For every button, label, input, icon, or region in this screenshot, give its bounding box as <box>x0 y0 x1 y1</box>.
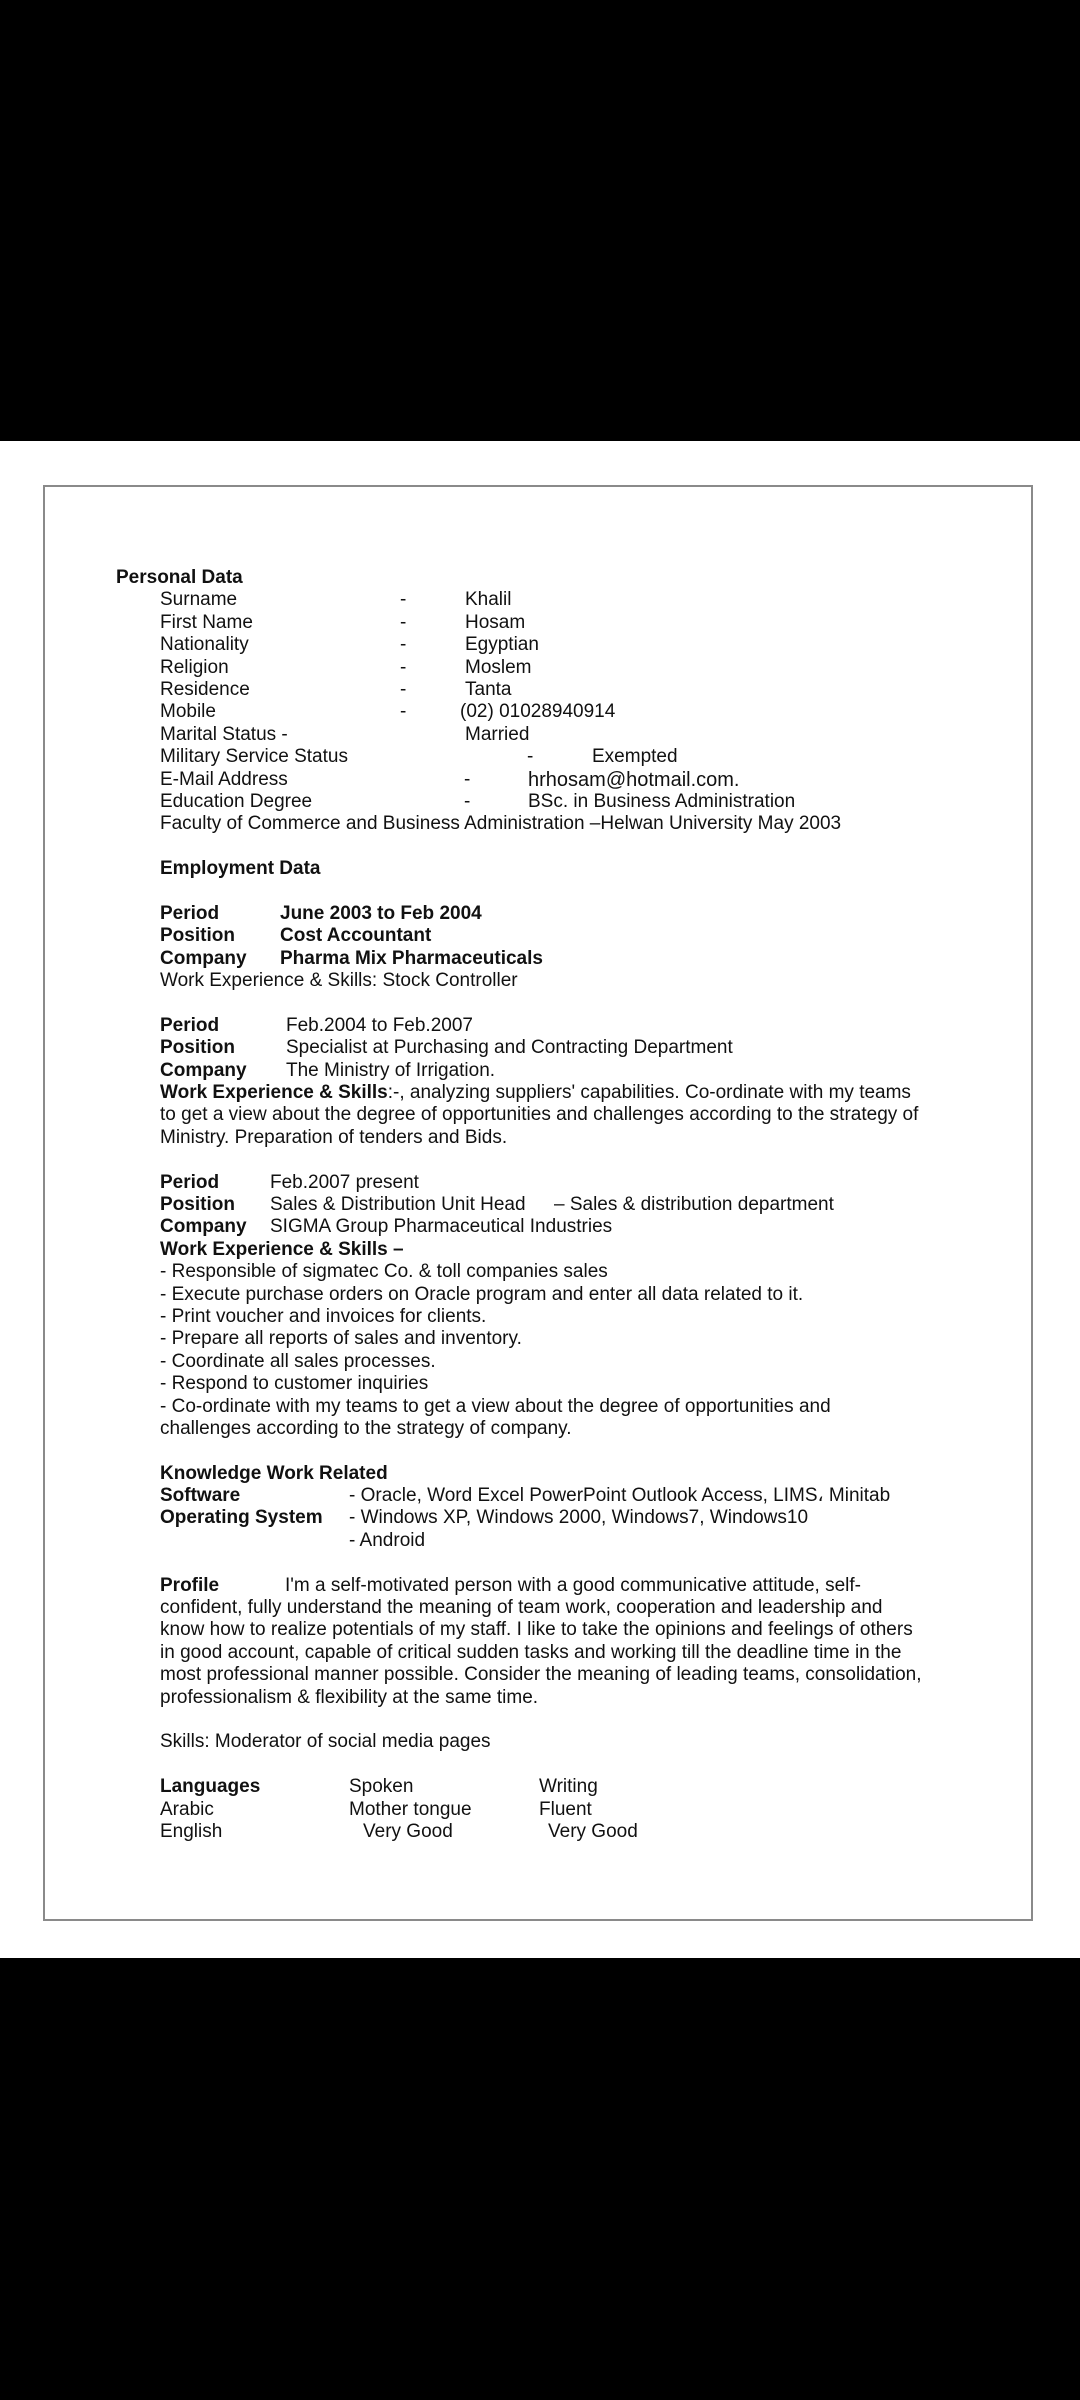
faculty-text: Faculty of Commerce and Business Administration –Helwan University May 2003 <box>160 813 842 835</box>
row-label: First Name <box>160 611 253 633</box>
skills-line-text: Skills: Moderator of social media pages <box>160 1731 491 1753</box>
military-row <box>116 746 956 768</box>
position-label: Position <box>160 925 235 947</box>
personal-row <box>116 724 956 746</box>
spoken-level: Mother tongue <box>349 1798 472 1820</box>
os-row <box>116 1507 956 1529</box>
education-row <box>116 791 956 813</box>
job2-skills-paragraph <box>116 1082 930 1149</box>
row-sep: - <box>400 589 407 611</box>
position-label: Position <box>160 1193 235 1215</box>
company-label: Company <box>160 1059 247 1081</box>
spoken-header: Spoken <box>349 1776 414 1798</box>
skills-text: :-, analyzing suppliers' capabilities. Co-ordinate with my teams to get a view about the degree of opportunities and challenges according to the strategy of Ministry. Preparation of tenders and Bids. <box>160 1081 919 1148</box>
row-label: Residence <box>160 678 250 700</box>
skills-label: Work Experience & Skills – <box>160 1238 404 1260</box>
list-item <box>116 1261 956 1283</box>
row-sep: - <box>464 790 471 812</box>
row-label: Surname <box>160 589 238 611</box>
job1-position-row <box>116 925 956 947</box>
position-value: Specialist at Purchasing and Contracting Department <box>286 1037 733 1059</box>
writing-level: Very Good <box>548 1821 638 1843</box>
position-value: Sales & Distribution Unit Head <box>270 1193 526 1215</box>
language-name: English <box>160 1821 223 1843</box>
job3-skills-heading <box>116 1239 956 1261</box>
software-label: Software <box>160 1485 241 1507</box>
profile-paragraph <box>116 1575 930 1709</box>
row-value: Hosam <box>465 611 526 633</box>
bullet-text: - Prepare all reports of sales and inventory. <box>160 1328 522 1350</box>
row-value: (02) 01028940914 <box>460 701 616 723</box>
job1-skills <box>116 970 956 992</box>
software-row <box>116 1485 956 1507</box>
writing-header: Writing <box>539 1776 598 1798</box>
row-label: Mobile <box>160 701 216 723</box>
skills-label: Work Experience & Skills <box>160 1081 388 1103</box>
resume-content <box>116 567 956 1843</box>
skills-text: Work Experience & Skills: Stock Controller <box>160 970 518 992</box>
personal-data-heading: Personal Data <box>116 567 243 588</box>
row-value: Tanta <box>465 678 512 700</box>
row-value: Exempted <box>592 746 678 768</box>
language-row <box>116 1821 956 1843</box>
bullet-text: - Respond to customer inquiries <box>160 1373 429 1395</box>
personal-row <box>116 634 956 656</box>
period-label: Period <box>160 1014 220 1036</box>
position-value: Cost Accountant <box>280 925 432 947</box>
languages-header-row <box>116 1776 956 1798</box>
personal-row <box>116 589 956 611</box>
bullet-text: - Responsible of sigmatec Co. & toll companies sales <box>160 1261 608 1283</box>
languages-label: Languages <box>160 1776 261 1798</box>
list-item <box>116 1351 956 1373</box>
job1-period-row <box>116 903 956 925</box>
list-item <box>116 1284 956 1306</box>
row-value: Egyptian <box>465 634 539 656</box>
list-item <box>116 1328 956 1350</box>
profile-label: Profile <box>160 1574 220 1596</box>
row-value: Married <box>465 723 530 745</box>
employment-heading <box>116 858 956 880</box>
job3-position-row <box>116 1194 956 1216</box>
row-sep: - <box>527 746 534 768</box>
row-sep: - <box>464 768 471 790</box>
company-label: Company <box>160 947 247 969</box>
period-value: Feb.2007 present <box>270 1171 419 1193</box>
period-label: Period <box>160 1171 220 1193</box>
row-sep: - <box>400 634 407 656</box>
job3-company-row <box>116 1216 956 1238</box>
period-value: June 2003 to Feb 2004 <box>280 902 482 924</box>
job1-company-row <box>116 948 956 970</box>
row-label: Nationality <box>160 634 249 656</box>
employment-heading-text: Employment Data <box>160 858 321 880</box>
row-sep: - <box>400 701 407 723</box>
row-sep: - <box>400 656 407 678</box>
os-value: - Windows XP, Windows 2000, Windows7, Windows10 <box>349 1507 809 1529</box>
job2-period-row <box>116 1015 956 1037</box>
row-value: Moslem <box>465 656 532 678</box>
row-value: Khalil <box>465 589 512 611</box>
job3-period-row <box>116 1172 956 1194</box>
bullet-text: - Execute purchase orders on Oracle program and enter all data related to it. <box>160 1283 804 1305</box>
skills-line <box>116 1731 956 1753</box>
personal-row <box>116 612 956 634</box>
bullet-text: - Co-ordinate with my teams to get a view about the degree of opportunities and challenges according to the strategy of company. <box>160 1395 831 1439</box>
language-name: Arabic <box>160 1798 214 1820</box>
row-value: BSc. in Business Administration <box>528 790 796 812</box>
profile-text: I'm a self-motivated person with a good communicative attitude, self-confident, fully understand the meaning of team work, cooperation and leadership and know how to realize potentials of my staff. I like to take the opinions and feelings of others in good account, capable of critical sudden tasks and working till the deadline time in the most professional manner possible. Consider the meaning of leading teams, consolidation, professionalism & flexibility at the same time. <box>160 1574 922 1708</box>
email-row <box>116 769 956 791</box>
bullet-text: - Print voucher and invoices for clients. <box>160 1305 487 1327</box>
list-item <box>116 1396 860 1441</box>
knowledge-heading <box>116 1463 956 1485</box>
row-sep: - <box>400 678 407 700</box>
android-value: - Android <box>349 1529 426 1551</box>
language-row <box>116 1799 956 1821</box>
personal-row <box>116 657 956 679</box>
android-row <box>116 1530 956 1552</box>
software-value: - Oracle, Word Excel PowerPoint Outlook Access, LIMS، Minitab <box>349 1485 891 1507</box>
document-page[interactable] <box>0 441 1080 1958</box>
spoken-level: Very Good <box>363 1821 453 1843</box>
os-label: Operating System <box>160 1507 323 1529</box>
position-label: Position <box>160 1037 235 1059</box>
position-department: – Sales & distribution department <box>554 1193 834 1215</box>
row-label: Marital Status - <box>160 723 288 745</box>
faculty-line <box>116 813 956 835</box>
job2-company-row <box>116 1060 956 1082</box>
bullet-text: - Coordinate all sales processes. <box>160 1350 436 1372</box>
list-item <box>116 1373 956 1395</box>
list-item <box>116 1306 956 1328</box>
company-value: SIGMA Group Pharmaceutical Industries <box>270 1216 613 1238</box>
company-value: The Ministry of Irrigation. <box>286 1059 496 1081</box>
writing-level: Fluent <box>539 1798 592 1820</box>
email-value: hrhosam@hotmail.com. <box>528 768 740 791</box>
personal-row <box>116 679 956 701</box>
row-label: Education Degree <box>160 790 313 812</box>
company-value: Pharma Mix Pharmaceuticals <box>280 947 543 969</box>
company-label: Company <box>160 1216 247 1238</box>
period-label: Period <box>160 902 220 924</box>
period-value: Feb.2004 to Feb.2007 <box>286 1014 473 1036</box>
row-label: E-Mail Address <box>160 768 288 790</box>
job2-position-row <box>116 1037 956 1059</box>
row-sep: - <box>400 611 407 633</box>
knowledge-heading-text: Knowledge Work Related <box>160 1462 388 1484</box>
row-label: Religion <box>160 656 229 678</box>
personal-row <box>116 701 956 723</box>
row-label: Military Service Status <box>160 746 348 768</box>
